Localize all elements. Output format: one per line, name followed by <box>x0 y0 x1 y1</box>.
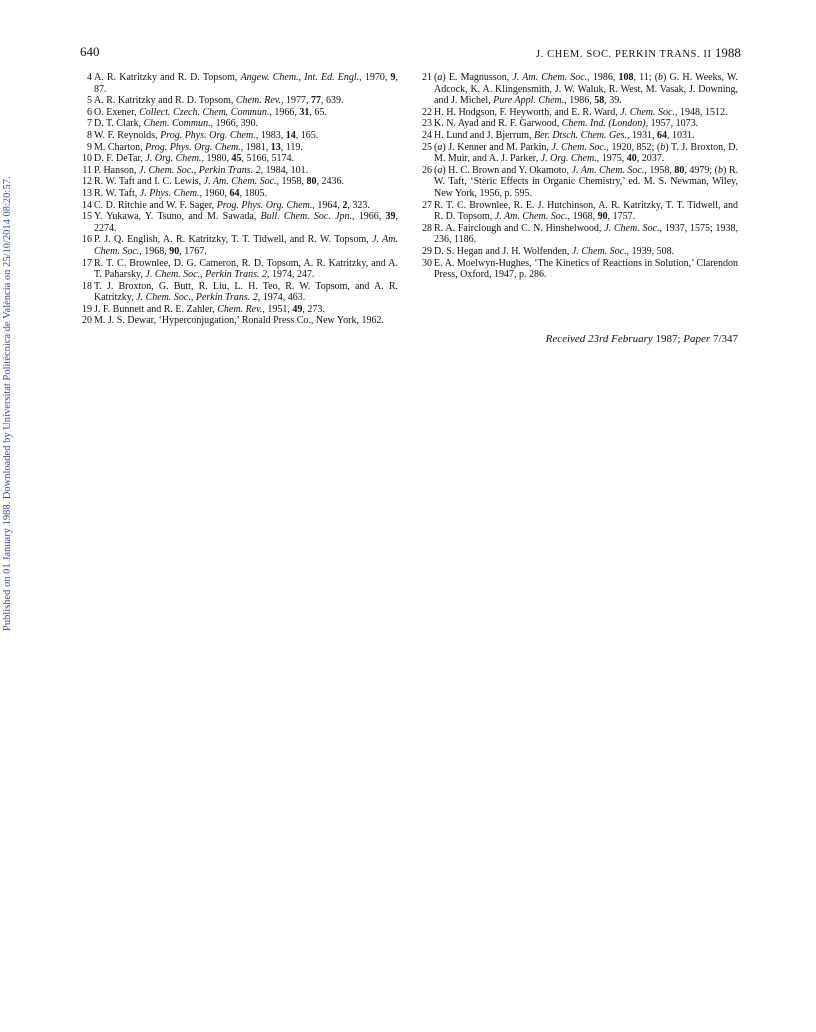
ref-text-segment: , 1957, 1073. <box>645 118 699 130</box>
ref-text-segment: , 1767. <box>179 245 207 257</box>
ref-text-segment: b <box>660 141 666 153</box>
ref-text-segment: , 1920, 852; ( <box>606 141 661 153</box>
ref-text-segment: , 1983, <box>255 129 286 141</box>
reference-number: 22 <box>422 106 432 118</box>
ref-text-segment: J. Chem. Soc., Perkin Trans. 2 <box>145 269 268 281</box>
ref-text-segment: , 1958, <box>644 164 675 176</box>
ref-text-segment: H. H. Hodgson, F. Heyworth, and E. R. Ward, <box>434 106 621 118</box>
references-right-column <box>420 72 738 281</box>
reference-number: 15 <box>82 211 92 223</box>
ref-text-segment: ( <box>434 164 438 176</box>
ref-text-segment: J. Am. Chem. Soc. <box>494 211 568 223</box>
journal-title: J. CHEM. SOC. PERKIN TRANS. II <box>536 49 712 60</box>
ref-text-segment: , 65. <box>309 106 327 118</box>
ref-text-segment: ) R. W. Taft, ‘Steric Effects in Organic Chemistry,’ ed. M. S. Newman, Wiley, New York, 1956, p. 595. <box>434 164 739 199</box>
ref-text-segment: ( <box>434 141 438 153</box>
reference-number: 20 <box>82 315 92 327</box>
ref-text-segment: J. Org. Chem. <box>540 153 597 165</box>
reference-entry <box>420 72 738 107</box>
reference-entry <box>80 130 398 142</box>
ref-text-segment: 58 <box>594 95 605 107</box>
ref-text-segment: J. Chem. Soc. <box>620 106 675 118</box>
reference-entry <box>80 200 398 212</box>
ref-text-segment: J. Chem. Soc. <box>571 245 627 257</box>
ref-text-segment: J. Am. Chem. Soc. <box>203 176 277 188</box>
reference-number: 25 <box>422 141 432 153</box>
ref-text-segment: , 1974, 247. <box>267 269 315 281</box>
ref-text-segment: , 1977, <box>280 95 311 107</box>
reference-entry <box>80 258 398 281</box>
ref-text-segment: K. N. Ayad and R. F. Garwood, <box>434 118 562 130</box>
ref-text-segment: J. Chem. Soc. <box>604 222 660 234</box>
reference-number: 19 <box>82 303 92 315</box>
ref-text-segment: J. Chem. Soc., Perkin Trans. 2 <box>139 164 261 176</box>
ref-text-segment: b <box>658 72 664 83</box>
ref-text-segment: T. J. Broxton, G. Butt, R. Liu, L. H. Teo, R. W. Topsom, and A. R. Katritzky, <box>94 280 398 304</box>
ref-text-segment: J. Am. Chem. Soc. <box>512 72 588 83</box>
reference-entry <box>80 304 398 316</box>
ref-text-segment: J. Org. Chem. <box>145 153 202 165</box>
reference-entry <box>420 200 738 223</box>
reference-entry <box>420 258 738 281</box>
ref-text-segment: Chem. Rev. <box>235 95 281 107</box>
ref-text-segment: Chem. Ind. (London) <box>561 118 646 130</box>
ref-text-segment: J. Am. Chem. Soc. <box>571 164 645 176</box>
ref-text-segment: 2 <box>342 199 348 211</box>
ref-text-segment: , 1951, <box>262 303 293 315</box>
ref-text-segment: 9 <box>390 72 396 83</box>
ref-text-segment: a <box>437 141 443 153</box>
ref-text-segment: , 1980, <box>201 153 232 165</box>
ref-text-segment: 14 <box>285 129 296 141</box>
reference-entry <box>420 142 738 165</box>
reference-entry <box>420 107 738 119</box>
reference-number: 24 <box>422 129 432 141</box>
ref-text-segment: , 639. <box>320 95 344 107</box>
ref-text-segment: 49 <box>292 303 303 315</box>
ref-text-segment: R. A. Fairclough and C. N. Hinshelwood, <box>434 222 605 234</box>
ref-text-segment: Y. Yukawa, Y. Tsuno, and M. Sawada, <box>94 211 261 223</box>
reference-entry <box>80 281 398 304</box>
reference-entry <box>80 176 398 188</box>
reference-number: 16 <box>82 234 92 246</box>
ref-text-segment: 64 <box>657 129 668 141</box>
reference-number: 9 <box>87 141 92 153</box>
ref-text-segment: J. Am. Chem. Soc. <box>94 234 399 257</box>
ref-text-segment: 64 <box>229 187 240 199</box>
ref-text-segment: , 1757. <box>607 211 636 223</box>
ref-text-segment: R. T. C. Brownlee, D. G. Cameron, R. D. Topsom, A. R. Katritzky, and A. T. Paharsky, <box>94 257 398 281</box>
reference-entry <box>80 95 398 107</box>
ref-text-segment: b <box>718 164 724 176</box>
ref-text-segment: , 1986, <box>587 72 619 83</box>
ref-text-segment: ) E. Magnusson, <box>442 72 513 83</box>
reference-number: 11 <box>82 164 92 176</box>
reference-number: 27 <box>422 199 432 211</box>
received-line <box>420 333 738 345</box>
ref-text-segment: P. J. Q. English, A. R. Katritzky, T. T. Tidwell, and R. W. Topsom, <box>94 234 373 246</box>
ref-text-segment: M. Charton, <box>94 141 146 153</box>
ref-text-segment: Prog. Phys. Org. Chem. <box>216 199 313 211</box>
ref-text-segment: ) J. Kenner and M. Parkin, <box>442 141 552 153</box>
reference-entry <box>80 118 398 130</box>
ref-text-segment: , 1958, <box>276 176 307 188</box>
ref-text-segment: 45 <box>231 153 242 165</box>
ref-text-segment: , 1968, <box>139 245 170 257</box>
reference-number: 12 <box>82 176 92 188</box>
reference-entry <box>420 118 738 130</box>
ref-text-segment: , 5166, 5174. <box>241 153 294 165</box>
ref-text-segment: 90 <box>169 245 180 257</box>
ref-text-segment: , 1986, <box>564 95 595 107</box>
ref-text-segment: M. J. S. Dewar, ‘Hyperconjugation,’ Ronald Press Co., New York, 1962. <box>94 315 384 327</box>
reference-number: 18 <box>82 280 92 292</box>
reference-number: 7 <box>87 118 92 130</box>
ref-text-segment: R. W. Taft, <box>94 187 140 199</box>
ref-text-segment: , 119. <box>280 141 303 153</box>
reference-entry <box>80 188 398 200</box>
ref-text-segment: 13 <box>270 141 281 153</box>
ref-text-segment: R. T. C. Brownlee, R. E. J. Hutchinson, A. R. Katritzky, T. T. Tidwell, and R. D. Topsom, <box>434 199 738 223</box>
ref-text-segment: H. Lund and J. Bjerrum, <box>434 129 534 141</box>
reference-entry <box>80 153 398 165</box>
reference-entry <box>420 246 738 258</box>
reference-entry <box>80 72 398 95</box>
page-number: 640 <box>80 44 100 59</box>
reference-number: 17 <box>82 257 92 269</box>
reference-number: 21 <box>422 72 432 83</box>
ref-text-segment: E. A. Moelwyn-Hughes, ‘The Kinetics of Reactions in Solution,’ Clarendon Press, Oxford, 1947, p. 286. <box>434 257 738 281</box>
ref-text-segment: A. R. Katritzky and R. D. Topsom, <box>94 72 241 83</box>
ref-text-segment: 77 <box>310 95 321 107</box>
ref-text-segment: W. F. Reynolds, <box>94 129 161 141</box>
reference-number: 28 <box>422 222 432 234</box>
ref-text-segment: P. Hanson, <box>94 164 140 176</box>
ref-text-segment: D. F. DeTar, <box>94 153 146 165</box>
reference-number: 26 <box>422 164 432 176</box>
ref-text-segment: a <box>437 72 443 83</box>
ref-text-segment: , 1031. <box>667 129 695 141</box>
reference-number: 5 <box>87 95 92 107</box>
ref-text-segment: Collect. Czech. Chem. Commun. <box>139 106 270 118</box>
reference-entry <box>420 223 738 246</box>
ref-text-segment: Chem. Rev. <box>217 303 263 315</box>
reference-number: 10 <box>82 153 92 165</box>
reference-entry <box>80 107 398 119</box>
ref-text-segment: 108 <box>618 72 634 83</box>
ref-text-segment: , 1970, <box>359 72 391 83</box>
reference-number: 6 <box>87 106 92 118</box>
ref-text-segment: , 1931, <box>627 129 658 141</box>
ref-text-segment: , 1981, <box>240 141 271 153</box>
ref-text-segment: J. F. Bunnett and R. E. Zahler, <box>94 303 218 315</box>
ref-text-segment: ( <box>434 72 438 83</box>
ref-text-segment: , 1966, <box>352 211 386 223</box>
ref-text-segment: 90 <box>597 211 608 223</box>
ref-text-segment: D. S. Hegan and J. H. Wolfenden, <box>434 245 572 257</box>
ref-text-segment: 80 <box>306 176 317 188</box>
ref-text-segment: , 11; ( <box>633 72 659 83</box>
ref-text-segment: Pure Appl. Chem. <box>493 95 565 107</box>
ref-text-segment: A. R. Katritzky and R. D. Topsom, <box>94 95 236 107</box>
reference-entry <box>80 142 398 154</box>
reference-entry <box>80 211 398 234</box>
ref-text-segment: R. W. Taft and I. C. Lewis, <box>94 176 204 188</box>
ref-text-segment: O. Exener, <box>94 106 140 118</box>
ref-text-segment: a <box>437 164 443 176</box>
ref-text-segment: ) H. C. Brown and Y. Okamoto, <box>442 164 572 176</box>
ref-text-segment: J. Chem. Soc., Perkin Trans. 2 <box>136 292 258 304</box>
ref-text-segment: ) G. H. Weeks, W. Adcock, K. A. Klingensmith, J. W. Waluk, R. West, M. Vasak, J. Downing, and J. Michel, <box>434 72 738 107</box>
journal-header <box>536 45 741 61</box>
reference-entry <box>80 315 398 327</box>
ref-text-segment: , 1968, <box>567 211 598 223</box>
ref-text-segment: , 1984, 101. <box>260 164 309 176</box>
ref-text-segment: , 1966, <box>269 106 300 118</box>
ref-text-segment: , 323. <box>347 199 370 211</box>
reference-number: 14 <box>82 199 92 211</box>
ref-text-segment: Angew. Chem., Int. Ed. Engl. <box>240 72 360 83</box>
ref-text-segment: D. T. Clark, <box>94 118 144 130</box>
ref-text-segment: , 1805. <box>239 187 268 199</box>
ref-text-segment: , 1974, 463. <box>257 292 306 304</box>
reference-number: 13 <box>82 187 92 199</box>
ref-text-segment: , 4979; ( <box>684 164 719 176</box>
ref-text-segment: J. Chem. Soc. <box>551 141 607 153</box>
reference-number: 30 <box>422 257 432 269</box>
ref-text-segment: , 273. <box>302 303 325 315</box>
ref-text-segment: J. Phys. Chem. <box>139 187 200 199</box>
ref-text-segment: 1987; <box>652 333 684 345</box>
ref-text-segment: , 1964, <box>312 199 343 211</box>
reference-entry <box>420 130 738 142</box>
ref-text-segment: , 1960, <box>199 187 230 199</box>
ref-text-segment: ) T. J. Broxton, D. M. Muir, and A. J. Parker, <box>434 141 738 165</box>
reference-number: 4 <box>87 72 92 83</box>
reference-number: 29 <box>422 245 432 257</box>
ref-text-segment: 40 <box>626 153 637 165</box>
ref-text-segment: 39 <box>385 211 396 223</box>
ref-text-segment: Paper <box>683 333 711 345</box>
ref-text-segment: , 2037. <box>636 153 665 165</box>
ref-text-segment: , 39. <box>604 95 622 107</box>
reference-number: 8 <box>87 129 92 141</box>
ref-text-segment: Bull. Chem. Soc. Jpn. <box>260 211 353 223</box>
ref-text-segment: , 1966, 390. <box>210 118 259 130</box>
download-stamp: Published on 01 January 1988. Downloaded by Universitat Politècnica de València on 25/10/2014 08:20:57. <box>2 176 13 631</box>
ref-text-segment: Received 23rd February <box>545 333 653 345</box>
ref-text-segment: , 1939, 508. <box>626 245 675 257</box>
ref-text-segment: Prog. Phys. Org. Chem. <box>160 129 256 141</box>
reference-number: 23 <box>422 118 432 130</box>
reference-entry <box>420 165 738 200</box>
ref-text-segment: Prog. Phys. Org. Chem. <box>145 141 241 153</box>
ref-text-segment: , 1937, 1575; 1938, 236, 1186. <box>434 222 739 246</box>
ref-text-segment: , 2436. <box>316 176 345 188</box>
ref-text-segment: Chem. Commun. <box>143 118 211 130</box>
ref-text-segment: C. D. Ritchie and W. F. Sager, <box>94 199 217 211</box>
ref-text-segment: , 1975, <box>596 153 627 165</box>
ref-text-segment: , 2274. <box>94 211 399 234</box>
ref-text-segment: , 1948, 1512. <box>674 106 728 118</box>
references-left-column <box>80 72 398 327</box>
ref-text-segment: 7/347 <box>710 333 738 345</box>
ref-text-segment: Ber. Dtsch. Chem. Ges. <box>534 129 628 141</box>
ref-text-segment: , 87. <box>94 72 399 95</box>
reference-entry <box>80 165 398 177</box>
ref-text-segment: 80 <box>674 164 685 176</box>
journal-year: 1988 <box>714 45 741 60</box>
ref-text-segment: , 165. <box>295 129 319 141</box>
reference-entry <box>80 234 398 257</box>
ref-text-segment: 31 <box>299 106 310 118</box>
